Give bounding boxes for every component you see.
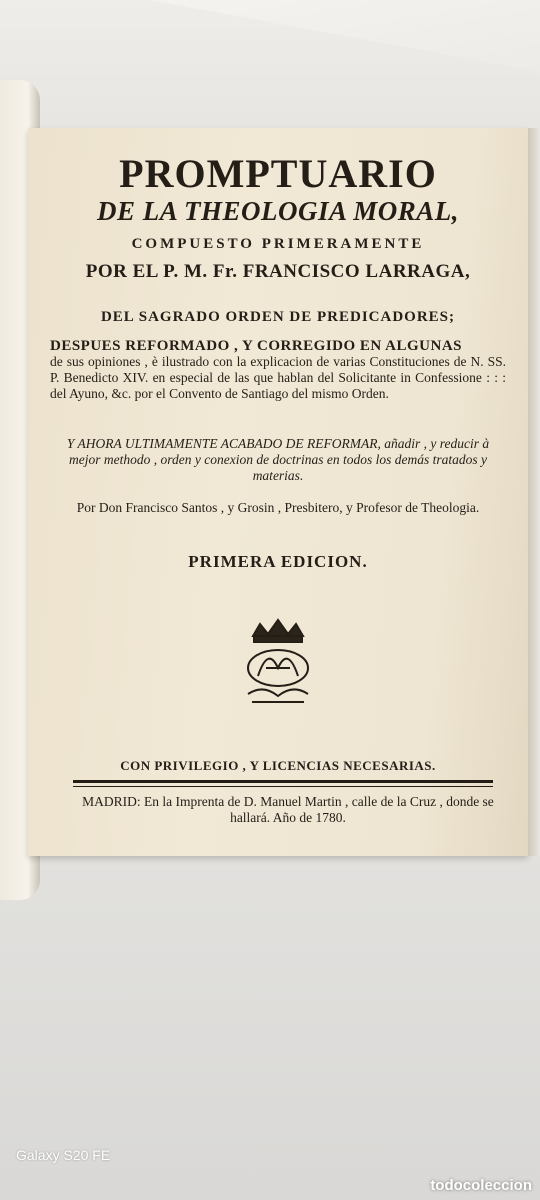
watermark-logo: todocoleccion (430, 1177, 532, 1194)
reform-paragraph (50, 338, 506, 402)
reform-text: de sus opiniones , è ilustrado con la explicacion de varias Constituciones de N. SS. P. Benedicto XIV. en especial de las que hablan del Solicitante in Confessione : : : del Ayuno, &c. por el Convento de Santiago del mismo Orden. (50, 354, 506, 401)
composed-line: COMPUESTO PRIMERAMENTE (131, 236, 425, 252)
author-line: POR EL P. M. Fr. FRANCISCO LARRAGA, (85, 261, 471, 282)
editor-text: Por Don Francisco Santos , y Grosin , Presbitero, y Profesor de Theologia. (76, 500, 480, 515)
reform-heading: DESPUES REFORMADO , Y CORREGIDO EN ALGUNAS (50, 338, 463, 354)
imprint-line: MADRID: En la Imprenta de D. Manuel Martin , calle de la Cruz , donde se hallará. Año de 1780. (82, 794, 494, 825)
divider-thick (73, 780, 493, 783)
edition-label: PRIMERA EDICION. (188, 552, 368, 571)
crown-monogram-emblem (228, 616, 328, 716)
order-line: DEL SAGRADO ORDEN DE PREDICADORES; (100, 309, 456, 325)
book-title: PROMPTUARIO (119, 151, 437, 196)
licences-line: CON PRIVILEGIO , Y LICENCIAS NECESARIAS. (120, 758, 436, 773)
page-edge (528, 128, 540, 856)
latest-reform-text: Y AHORA ULTIMAMENTE ACABADO DE REFORMAR, añadir , y reducir à mejor methodo , orden y conexion de doctrinas en todos los demás tratados y materias. (66, 436, 490, 483)
title-page (28, 128, 528, 856)
device-label: Galaxy S20 FE (16, 1147, 111, 1163)
divider-thin (73, 786, 493, 787)
book-subtitle: DE LA THEOLOGIA MORAL, (96, 196, 460, 226)
